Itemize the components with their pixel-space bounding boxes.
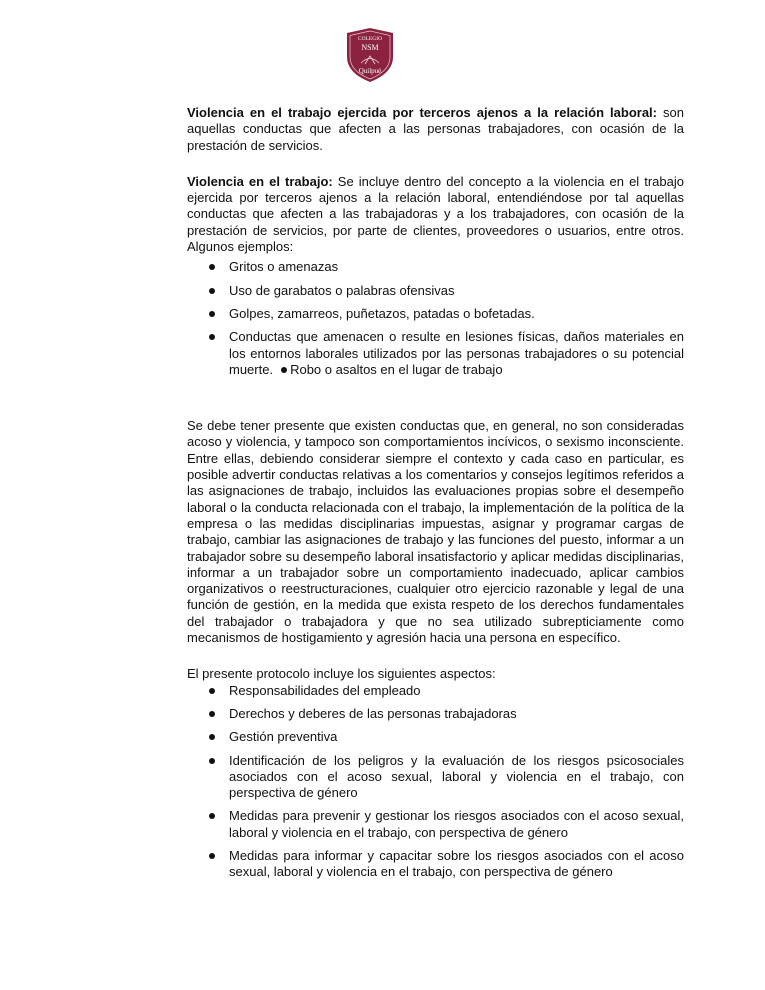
list-item: Uso de garabatos o palabras ofensivas xyxy=(187,283,684,299)
bullet-icon xyxy=(209,758,215,764)
bullet-icon xyxy=(209,688,215,694)
aspects-list xyxy=(187,683,684,881)
bullet-icon xyxy=(281,367,287,373)
list-item: Identificación de los peligros y la evaluación de los riesgos psicosociales asociados con el acoso sexual, laboral y violencia en el trabajo, con perspectiva de género xyxy=(187,753,684,802)
school-logo xyxy=(343,27,397,83)
document-body xyxy=(187,105,684,881)
list-item: Conductas que amenacen o resulte en lesiones físicas, daños materiales en los entornos laborales utilizados por las personas trabajadores o su potencial muerte. Robo o asaltos en el lugar de trabajo xyxy=(187,329,684,378)
bullet-icon xyxy=(209,853,215,859)
inline-example: Robo o asaltos en el lugar de trabajo xyxy=(290,361,503,377)
exclusions-paragraph: Se debe tener presente que existen conductas que, en general, no son consideradas acoso y violencia, y tampoco son comportamientos incívicos, o sexismo inconsciente. Entre ellas, debiendo considerar siempre el contexto y cada caso en particular, es posible advertir conductas relativas a los comentarios y consejos legítimos referidos a las asignaciones de trabajo, incluidos las evaluaciones propias sobre el desempeño laboral o la conducta relacionada con el trabajo, la implementación de la política de la empresa o las medidas disciplinarias impuestas, asignar y programar cargas de trabajo, cambiar las asignaciones de trabajo y las funciones del puesto, informar a un trabajador sobre su desempeño laboral insatisfactorio y aplicar medidas disciplinarias, informar a un trabajador sobre un comportamiento inadecuado, aplicar cambios organizativos o reestructuraciones, cualquier otro ejercicio razonable y legal de una función de gestión, en la medida que exista respeto de los derechos fundamentales del trabajador o trabajadora y que no sea utilizado subrepticiamente como mecanismos de hostigamiento y agresión hacia una persona en específico. xyxy=(187,418,684,646)
bullet-icon xyxy=(209,711,215,717)
list-item: Golpes, zamarreos, puñetazos, patadas o bofetadas. xyxy=(187,306,684,322)
list-item: Medidas para prevenir y gestionar los riesgos asociados con el acoso sexual, laboral y violencia en el trabajo, con perspectiva de género xyxy=(187,808,684,841)
definition-workplace-violence xyxy=(187,174,684,255)
examples-list xyxy=(187,259,684,378)
list-item: Medidas para informar y capacitar sobre los riesgos asociados con el acoso sexual, laboral y violencia en el trabajo, con perspectiva de género xyxy=(187,848,684,881)
definition-text: Se incluye dentro del concepto a la violencia en el trabajo ejercida por terceros ajenos a la relación laboral, entendiéndose por tal aquellas conductas que afecten a las trabajadoras y a los trabajadores, con ocasión de la prestación de servicios, por parte de clientes, proveedores o usuarios, entre otros. Algunos ejemplos: xyxy=(187,173,684,255)
bullet-icon xyxy=(209,813,215,819)
logo-line1: COLEGIO xyxy=(357,36,383,42)
definition-text: son aquellas conductas que afecten a las personas trabajadores, con ocasión de la prestación de servicios. xyxy=(187,105,684,153)
bullet-icon xyxy=(209,264,215,270)
bullet-icon xyxy=(209,288,215,294)
logo-line2: NSM xyxy=(361,43,379,52)
term: Violencia en el trabajo ejercida por terceros ajenos a la relación laboral: xyxy=(187,105,657,120)
term: Violencia en el trabajo: xyxy=(187,173,333,189)
list-item: Responsabilidades del empleado xyxy=(187,683,684,699)
bullet-icon xyxy=(209,334,215,340)
list-item: Gritos o amenazas xyxy=(187,259,684,275)
bullet-icon xyxy=(209,734,215,740)
protocol-intro: El presente protocolo incluye los siguientes aspectos: xyxy=(187,666,496,682)
list-item: Gestión preventiva xyxy=(187,729,684,745)
list-item: Derechos y deberes de las personas trabajadoras xyxy=(187,706,684,722)
bullet-icon xyxy=(209,311,215,317)
definition-third-party-violence xyxy=(187,105,684,154)
school-crest-icon xyxy=(343,27,397,83)
logo-line3: Quilpué xyxy=(358,67,382,75)
